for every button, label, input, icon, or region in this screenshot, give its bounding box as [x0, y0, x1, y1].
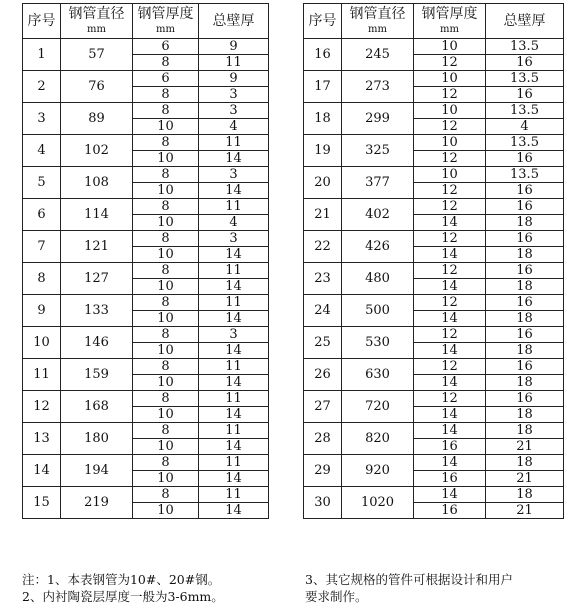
pipe-diameter: 325 — [342, 135, 414, 167]
pipe-thickness: 8 — [133, 135, 199, 151]
table-row — [304, 263, 564, 279]
pipe-thickness: 8 — [133, 263, 199, 279]
header-diameter-unit: mm — [368, 24, 387, 35]
table-row — [23, 39, 269, 55]
total-wall-thickness: 14 — [199, 471, 269, 487]
table-row — [304, 359, 564, 375]
pipe-thickness: 14 — [414, 407, 486, 423]
pipe-thickness: 14 — [414, 215, 486, 231]
total-wall-thickness: 18 — [486, 375, 564, 391]
total-wall-thickness: 11 — [199, 199, 269, 215]
pipe-thickness: 12 — [414, 231, 486, 247]
pipe-diameter: 159 — [61, 359, 133, 391]
total-wall-thickness: 16 — [486, 87, 564, 103]
pipe-thickness: 10 — [133, 215, 199, 231]
total-wall-thickness: 11 — [199, 135, 269, 151]
row-index: 20 — [304, 167, 342, 199]
pipe-diameter: 168 — [61, 391, 133, 423]
total-wall-thickness: 4 — [199, 119, 269, 135]
row-index: 7 — [23, 231, 61, 263]
pipe-diameter: 402 — [342, 199, 414, 231]
table-row — [304, 39, 564, 55]
total-wall-thickness: 18 — [486, 343, 564, 359]
total-wall-thickness: 3 — [199, 231, 269, 247]
total-wall-thickness: 13.5 — [486, 71, 564, 87]
table-row — [304, 487, 564, 503]
header-row — [23, 4, 269, 39]
table-row — [304, 135, 564, 151]
total-wall-thickness: 3 — [199, 167, 269, 183]
total-wall-thickness: 16 — [486, 263, 564, 279]
total-wall-thickness: 21 — [486, 503, 564, 519]
pipe-diameter: 480 — [342, 263, 414, 295]
pipe-thickness: 14 — [414, 375, 486, 391]
total-wall-thickness: 9 — [199, 71, 269, 87]
table-row — [304, 199, 564, 215]
total-wall-thickness: 14 — [199, 439, 269, 455]
total-wall-thickness: 16 — [486, 295, 564, 311]
pipe-thickness: 14 — [414, 455, 486, 471]
pipe-thickness: 8 — [133, 327, 199, 343]
pipe-thickness: 8 — [133, 455, 199, 471]
pipe-thickness: 12 — [414, 151, 486, 167]
pipe-diameter: 121 — [61, 231, 133, 263]
pipe-diameter: 194 — [61, 455, 133, 487]
pipe-diameter: 377 — [342, 167, 414, 199]
table-row — [23, 423, 269, 439]
header-thickness-unit: mm — [156, 24, 175, 35]
header-thickness — [414, 4, 486, 39]
pipe-diameter: 245 — [342, 39, 414, 71]
note-line-2: 2、内衬陶瓷层厚度一般为3-6mm。 — [22, 589, 224, 604]
pipe-diameter: 720 — [342, 391, 414, 423]
total-wall-thickness: 11 — [199, 55, 269, 71]
table-row — [304, 71, 564, 87]
pipe-thickness: 10 — [133, 311, 199, 327]
total-wall-thickness: 18 — [486, 311, 564, 327]
pipe-thickness: 10 — [133, 247, 199, 263]
total-wall-thickness: 14 — [199, 183, 269, 199]
total-wall-thickness: 14 — [199, 343, 269, 359]
pipe-diameter: 114 — [61, 199, 133, 231]
pipe-diameter: 127 — [61, 263, 133, 295]
pipe-thickness: 8 — [133, 87, 199, 103]
total-wall-thickness: 18 — [486, 215, 564, 231]
header-index: 序号 — [304, 4, 342, 39]
total-wall-thickness: 18 — [486, 279, 564, 295]
pipe-diameter: 920 — [342, 455, 414, 487]
pipe-thickness: 6 — [133, 71, 199, 87]
table-row — [304, 295, 564, 311]
table-row — [304, 327, 564, 343]
pipe-diameter: 530 — [342, 327, 414, 359]
pipe-thickness: 16 — [414, 439, 486, 455]
pipe-diameter: 89 — [61, 103, 133, 135]
table-row — [23, 295, 269, 311]
row-index: 22 — [304, 231, 342, 263]
total-wall-thickness: 11 — [199, 423, 269, 439]
row-index: 24 — [304, 295, 342, 327]
pipe-thickness: 12 — [414, 359, 486, 375]
header-wall: 总壁厚 — [486, 4, 564, 39]
pipe-thickness: 12 — [414, 55, 486, 71]
pipe-diameter: 500 — [342, 295, 414, 327]
header-thickness-label: 钢管厚度 — [137, 6, 194, 22]
table-body-left — [23, 39, 269, 519]
total-wall-thickness: 11 — [199, 359, 269, 375]
pipe-thickness: 12 — [414, 391, 486, 407]
pipe-thickness: 12 — [414, 199, 486, 215]
notes-left — [22, 571, 224, 605]
pipe-thickness: 16 — [414, 503, 486, 519]
spec-table-left — [22, 3, 269, 519]
table-row — [23, 327, 269, 343]
total-wall-thickness: 14 — [199, 247, 269, 263]
total-wall-thickness: 14 — [199, 151, 269, 167]
row-index: 12 — [23, 391, 61, 423]
pipe-diameter: 273 — [342, 71, 414, 103]
pipe-thickness: 10 — [133, 151, 199, 167]
table-row — [23, 487, 269, 503]
header-index: 序号 — [23, 4, 61, 39]
header-thickness — [133, 4, 199, 39]
header-diameter — [342, 4, 414, 39]
pipe-thickness: 10 — [414, 167, 486, 183]
pipe-diameter: 426 — [342, 231, 414, 263]
total-wall-thickness: 13.5 — [486, 103, 564, 119]
pipe-thickness: 12 — [414, 183, 486, 199]
spec-table-right — [303, 3, 564, 519]
table-row — [23, 263, 269, 279]
total-wall-thickness: 14 — [199, 375, 269, 391]
pipe-thickness: 14 — [414, 487, 486, 503]
note-line-3: 3、其它规格的管件可根据设计和用户 — [305, 572, 513, 587]
table-row — [23, 71, 269, 87]
row-index: 23 — [304, 263, 342, 295]
total-wall-thickness: 21 — [486, 439, 564, 455]
row-index: 9 — [23, 295, 61, 327]
pipe-thickness: 10 — [133, 343, 199, 359]
pipe-thickness: 14 — [414, 279, 486, 295]
pipe-thickness: 8 — [133, 55, 199, 71]
row-index: 29 — [304, 455, 342, 487]
pipe-thickness: 14 — [414, 311, 486, 327]
row-index: 19 — [304, 135, 342, 167]
pipe-thickness: 8 — [133, 167, 199, 183]
row-index: 18 — [304, 103, 342, 135]
pipe-thickness: 14 — [414, 247, 486, 263]
pipe-thickness: 8 — [133, 295, 199, 311]
pipe-thickness: 8 — [133, 199, 199, 215]
pipe-thickness: 10 — [414, 103, 486, 119]
total-wall-thickness: 18 — [486, 407, 564, 423]
row-index: 8 — [23, 263, 61, 295]
pipe-thickness: 12 — [414, 87, 486, 103]
total-wall-thickness: 11 — [199, 487, 269, 503]
row-index: 14 — [23, 455, 61, 487]
total-wall-thickness: 18 — [486, 455, 564, 471]
pipe-diameter: 299 — [342, 103, 414, 135]
row-index: 30 — [304, 487, 342, 519]
pipe-thickness: 10 — [133, 279, 199, 295]
table-row — [23, 455, 269, 471]
table-row — [304, 103, 564, 119]
pipe-thickness: 8 — [133, 391, 199, 407]
note-line-1: 注：1、本表钢管为10#、20#钢。 — [22, 572, 221, 587]
row-index: 16 — [304, 39, 342, 71]
header-diameter-label: 钢管直径 — [349, 6, 406, 22]
header-thickness-unit: mm — [440, 24, 459, 35]
pipe-diameter: 219 — [61, 487, 133, 519]
pipe-thickness: 10 — [414, 39, 486, 55]
row-index: 2 — [23, 71, 61, 103]
row-index: 21 — [304, 199, 342, 231]
header-diameter — [61, 4, 133, 39]
header-diameter-unit: mm — [87, 24, 106, 35]
total-wall-thickness: 16 — [486, 327, 564, 343]
total-wall-thickness: 16 — [486, 151, 564, 167]
row-index: 3 — [23, 103, 61, 135]
table-row — [304, 391, 564, 407]
row-index: 10 — [23, 327, 61, 359]
total-wall-thickness: 11 — [199, 295, 269, 311]
pipe-thickness: 8 — [133, 359, 199, 375]
total-wall-thickness: 3 — [199, 327, 269, 343]
row-index: 1 — [23, 39, 61, 71]
total-wall-thickness: 9 — [199, 39, 269, 55]
row-index: 4 — [23, 135, 61, 167]
pipe-diameter: 180 — [61, 423, 133, 455]
pipe-thickness: 12 — [414, 327, 486, 343]
total-wall-thickness: 16 — [486, 391, 564, 407]
pipe-thickness: 10 — [133, 407, 199, 423]
table-row — [304, 455, 564, 471]
pipe-thickness: 10 — [133, 439, 199, 455]
pipe-thickness: 6 — [133, 39, 199, 55]
total-wall-thickness: 14 — [199, 407, 269, 423]
pipe-diameter: 146 — [61, 327, 133, 359]
table-row — [23, 231, 269, 247]
header-diameter-label: 钢管直径 — [68, 6, 125, 22]
pipe-diameter: 133 — [61, 295, 133, 327]
pipe-diameter: 820 — [342, 423, 414, 455]
header-row — [304, 4, 564, 39]
row-index: 26 — [304, 359, 342, 391]
pipe-thickness: 8 — [133, 487, 199, 503]
table-row — [23, 199, 269, 215]
total-wall-thickness: 16 — [486, 199, 564, 215]
total-wall-thickness: 16 — [486, 55, 564, 71]
note-line-4: 要求制作。 — [305, 589, 368, 604]
total-wall-thickness: 18 — [486, 487, 564, 503]
row-index: 13 — [23, 423, 61, 455]
total-wall-thickness: 14 — [199, 503, 269, 519]
row-index: 17 — [304, 71, 342, 103]
table-row — [23, 167, 269, 183]
total-wall-thickness: 4 — [486, 119, 564, 135]
pipe-thickness: 8 — [133, 103, 199, 119]
row-index: 6 — [23, 199, 61, 231]
row-index: 5 — [23, 167, 61, 199]
total-wall-thickness: 18 — [486, 423, 564, 439]
total-wall-thickness: 14 — [199, 311, 269, 327]
pipe-thickness: 14 — [414, 423, 486, 439]
pipe-thickness: 10 — [133, 503, 199, 519]
pipe-thickness: 14 — [414, 343, 486, 359]
table-row — [23, 135, 269, 151]
pipe-thickness: 16 — [414, 471, 486, 487]
table-row — [23, 391, 269, 407]
total-wall-thickness: 16 — [486, 183, 564, 199]
row-index: 11 — [23, 359, 61, 391]
total-wall-thickness: 11 — [199, 391, 269, 407]
total-wall-thickness: 13.5 — [486, 167, 564, 183]
total-wall-thickness: 16 — [486, 359, 564, 375]
total-wall-thickness: 14 — [199, 279, 269, 295]
pipe-thickness: 10 — [133, 183, 199, 199]
table-row — [304, 167, 564, 183]
total-wall-thickness: 18 — [486, 247, 564, 263]
total-wall-thickness: 3 — [199, 87, 269, 103]
pipe-thickness: 10 — [414, 135, 486, 151]
pipe-thickness: 10 — [133, 471, 199, 487]
pipe-diameter: 1020 — [342, 487, 414, 519]
pipe-diameter: 102 — [61, 135, 133, 167]
total-wall-thickness: 4 — [199, 215, 269, 231]
row-index: 28 — [304, 423, 342, 455]
row-index: 27 — [304, 391, 342, 423]
header-thickness-label: 钢管厚度 — [421, 6, 478, 22]
total-wall-thickness: 13.5 — [486, 39, 564, 55]
pipe-thickness: 8 — [133, 231, 199, 247]
pipe-thickness: 12 — [414, 119, 486, 135]
total-wall-thickness: 11 — [199, 263, 269, 279]
table-row — [23, 103, 269, 119]
total-wall-thickness: 16 — [486, 231, 564, 247]
header-wall: 总壁厚 — [199, 4, 269, 39]
pipe-diameter: 630 — [342, 359, 414, 391]
pipe-diameter: 108 — [61, 167, 133, 199]
pipe-thickness: 8 — [133, 423, 199, 439]
pipe-thickness: 10 — [414, 71, 486, 87]
notes-right — [305, 571, 513, 605]
pipe-diameter: 76 — [61, 71, 133, 103]
total-wall-thickness: 21 — [486, 471, 564, 487]
table-row — [23, 359, 269, 375]
table-row — [304, 231, 564, 247]
table-body-right — [304, 39, 564, 519]
pipe-thickness: 10 — [133, 375, 199, 391]
pipe-diameter: 57 — [61, 39, 133, 71]
total-wall-thickness: 3 — [199, 103, 269, 119]
row-index: 15 — [23, 487, 61, 519]
pipe-thickness: 12 — [414, 263, 486, 279]
pipe-thickness: 10 — [133, 119, 199, 135]
table-row — [304, 423, 564, 439]
pipe-thickness: 12 — [414, 295, 486, 311]
total-wall-thickness: 11 — [199, 455, 269, 471]
row-index: 25 — [304, 327, 342, 359]
total-wall-thickness: 13.5 — [486, 135, 564, 151]
